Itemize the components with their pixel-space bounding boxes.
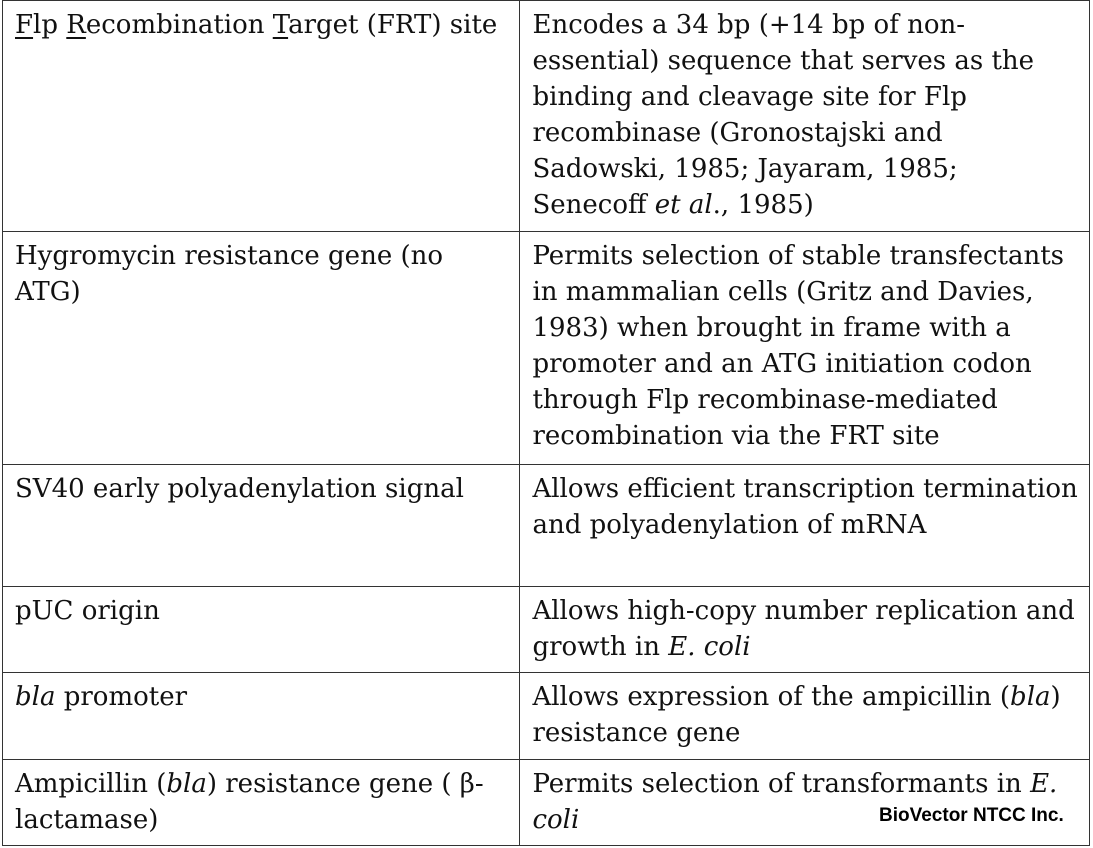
benefit-text: Allows expression of the ampicillin (: [532, 682, 1011, 712]
table-row: [3, 465, 1090, 587]
feature-text: promoter: [55, 682, 188, 712]
table-row: [3, 232, 1090, 465]
benefit-tail: ) resistance gene: [532, 682, 1061, 748]
underlined-letter: T: [272, 10, 289, 40]
table-row: [3, 1, 1090, 232]
feature-cell: [3, 673, 520, 760]
feature-text: Hygromycin resistance gene (no ATG): [15, 241, 444, 307]
feature-cell: [3, 232, 520, 465]
benefit-text: Encodes a 34 bp (+14 bp of non-essential) sequence that serves as the binding and cleavage site for Flp recombinase (Gronostajski and Sadowski, 1985; Jayaram, 1985; Senecoff: [532, 10, 1035, 220]
benefit-cell: [520, 1, 1090, 232]
feature-cell: [3, 465, 520, 587]
feature-text: ecombination: [85, 10, 273, 40]
benefit-cell: [520, 673, 1090, 760]
benefit-italic: E. coli: [532, 769, 1058, 835]
benefit-italic: E. coli: [668, 632, 751, 662]
feature-text: pUC origin: [15, 596, 160, 626]
feature-italic: bla: [15, 682, 56, 712]
benefit-text: Allows high-copy number replication and growth in: [532, 596, 1075, 662]
benefit-italic: bla: [1010, 682, 1051, 712]
feature-cell: [3, 1, 520, 232]
table-row: [3, 587, 1090, 673]
benefit-cell: [520, 587, 1090, 673]
features-table: [2, 0, 1090, 846]
table-row: [3, 673, 1090, 760]
benefit-text: Permits selection of transformants in: [532, 769, 1031, 799]
benefit-text: Allows efficient transcription termination and polyadenylation of mRNA: [532, 474, 1078, 540]
benefit-cell: [520, 232, 1090, 465]
underlined-letter: F: [15, 10, 34, 40]
feature-text: arget (FRT) site: [288, 10, 498, 40]
benefit-text: Permits selection of stable transfectants in mammalian cells (Gritz and Davies, 1983) when brought in frame with a promoter and an ATG initiation codon through Flp recombinase-mediated recombination via the FRT site: [532, 241, 1065, 451]
feature-tail: ) resistance gene ( β-lactamase): [15, 769, 484, 835]
benefit-cell: [520, 465, 1090, 587]
feature-italic: bla: [166, 769, 207, 799]
feature-text: SV40 early polyadenylation signal: [15, 474, 464, 504]
feature-text: lp: [33, 10, 67, 40]
table-row: [3, 760, 1090, 846]
feature-text: Ampicillin (: [15, 769, 167, 799]
watermark: BioVector NTCC Inc.: [879, 805, 1064, 826]
feature-cell: [3, 587, 520, 673]
benefit-italic: et al: [654, 190, 713, 220]
benefit-cell: [520, 760, 1090, 846]
feature-cell: [3, 760, 520, 846]
underlined-letter: R: [66, 10, 86, 40]
benefit-tail: ., 1985): [712, 190, 814, 220]
